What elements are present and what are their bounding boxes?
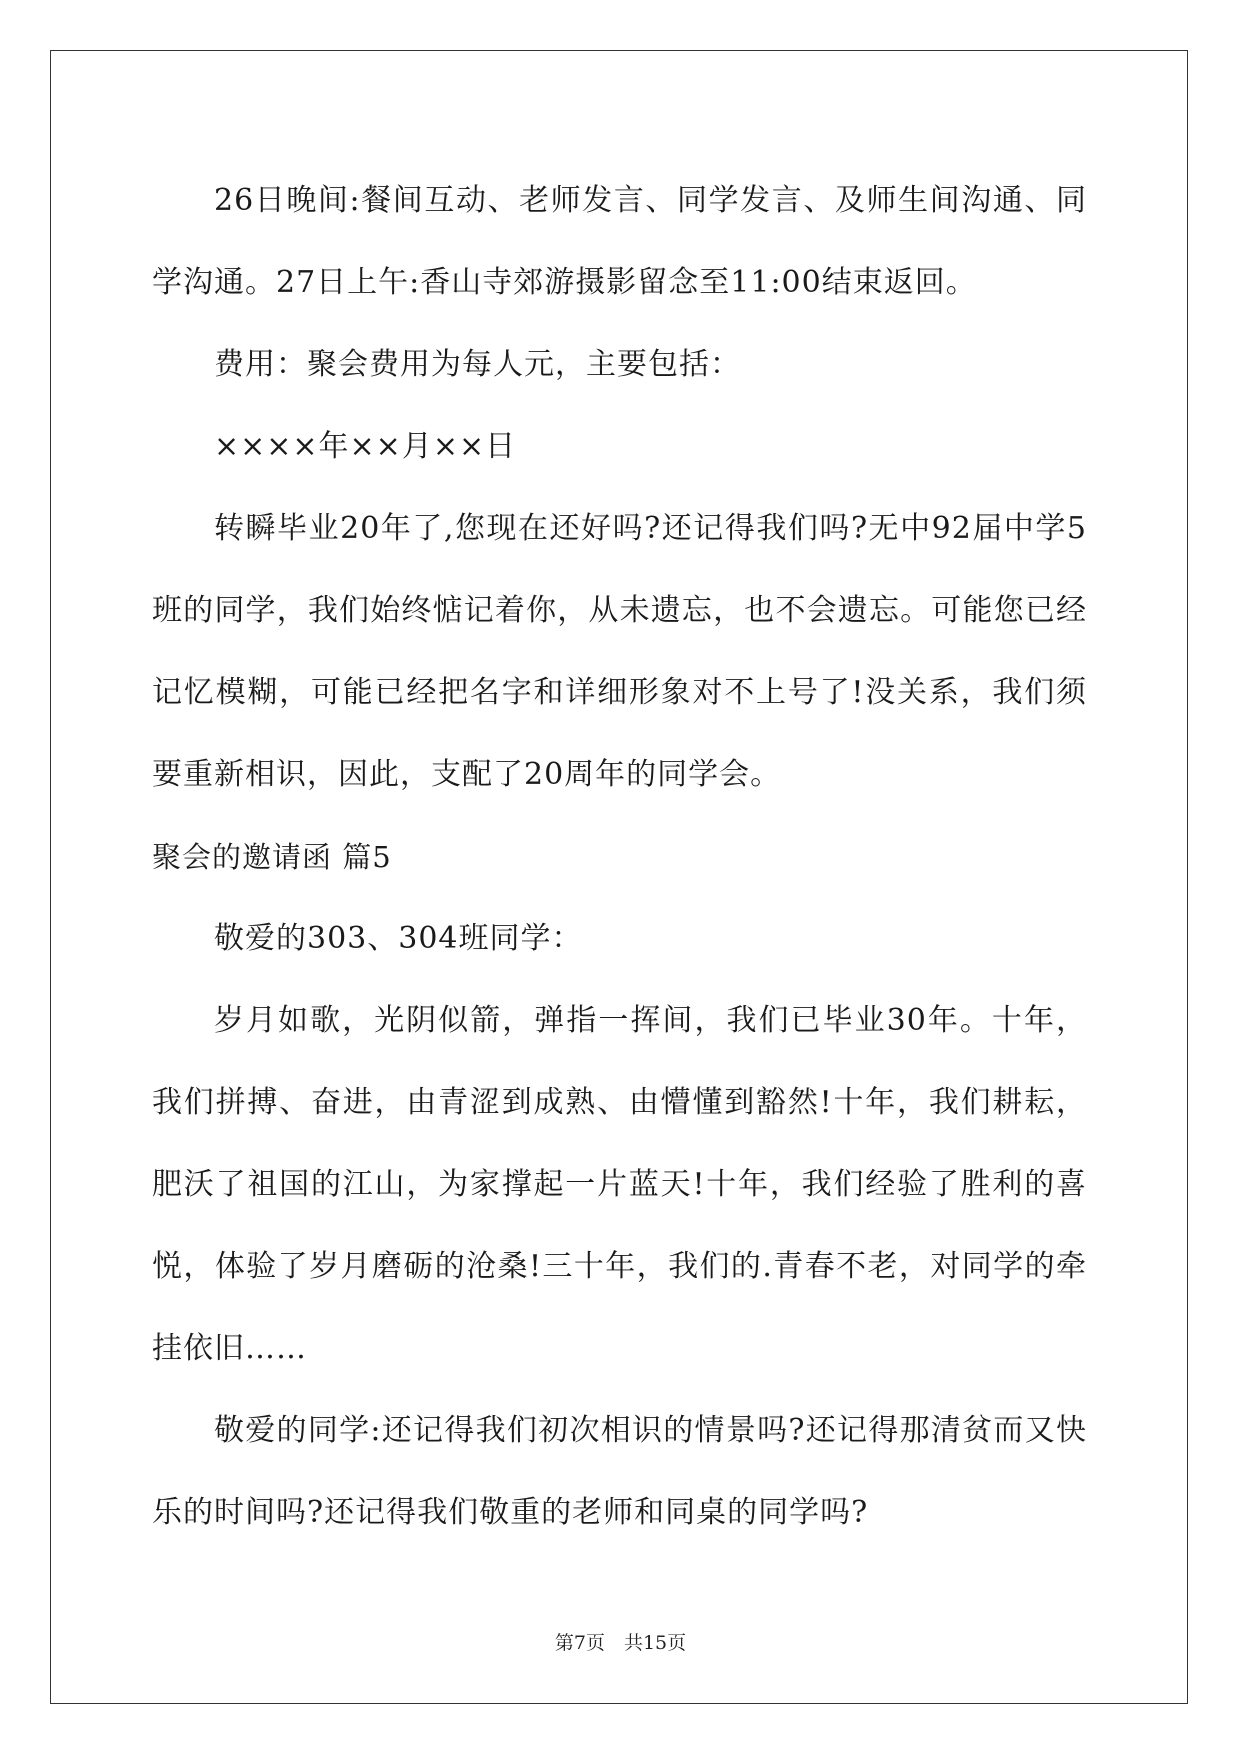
paragraph-salutation: 敬爱的303、304班同学： xyxy=(214,921,583,956)
page-number-footer: 第7页 共15页 xyxy=(554,1632,687,1654)
paragraph-date: ××××年××月××日 xyxy=(214,429,517,464)
paragraph-greeting-20-years: 转瞬毕业20年了,您现在还好吗?还记得我们吗?无中92届中学5班的同学，我们始终惦记着你，从未遗忘，也不会遗忘。可能您已经记忆模糊，可能已经把名字和详细形象对不上号了!没关系，我们须要重新相识，因此，支配了20周年的同学会。 xyxy=(152,511,1087,792)
document-body xyxy=(152,160,1087,1554)
paragraph-fees: 费用：聚会费用为每人元，主要包括： xyxy=(214,347,741,382)
section-heading: 聚会的邀请函 篇5 xyxy=(152,840,392,874)
paragraph-years-passed: 岁月如歌，光阴似箭，弹指一挥间，我们已毕业30年。十年，我们拼搏、奋进，由青涩到成熟、由懵懂到豁然!十年，我们耕耘，肥沃了祖国的江山，为家撑起一片蓝天!十年，我们经验了胜利的喜悦，体验了岁月磨砺的沧桑!三十年，我们的.青春不老，对同学的牵挂依旧…… xyxy=(152,1003,1087,1366)
paragraph-schedule: 26日晚间:餐间互动、老师发言、同学发言、及师生间沟通、同学沟通。27日上午:香山寺郊游摄影留念至11:00结束返回。 xyxy=(152,183,1087,300)
paragraph-remember: 敬爱的同学:还记得我们初次相识的情景吗?还记得那清贫而又快乐的时间吗?还记得我们敬重的老师和同桌的同学吗? xyxy=(152,1413,1087,1530)
